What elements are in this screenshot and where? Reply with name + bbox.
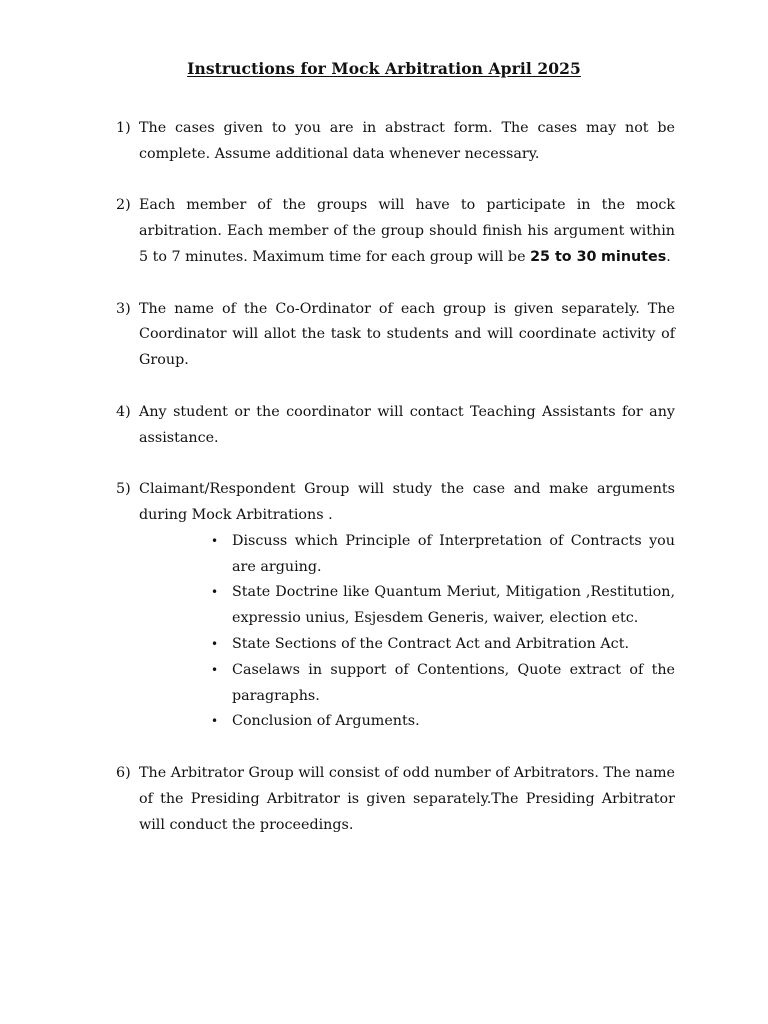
bullet-text: Conclusion of Arguments. — [232, 713, 420, 730]
bullet-item — [211, 580, 675, 632]
item-number: 4) — [116, 403, 131, 420]
item-text: The Arbitrator Group will consist of odd number of Arbitrators. The name of the Presiding Arbitrator is given separately.The Presiding Arbitrator will conduct the proceedings. — [139, 764, 675, 833]
instruction-item-1 — [112, 116, 675, 168]
item-text-end: . — [666, 248, 671, 265]
item-text: The name of the Co-Ordinator of each group is given separately. The Coordinator will allot the task to students and will coordinate activity of Group. — [139, 300, 675, 369]
bullet-item — [211, 529, 675, 581]
item-number: 3) — [116, 300, 131, 317]
instruction-item-6 — [112, 761, 675, 838]
max-time-value: 25 to 30 — [530, 248, 597, 265]
bullet-icon: • — [211, 662, 219, 677]
page-title: Instructions for Mock Arbitration April 2025 — [187, 59, 581, 78]
item-number: 2) — [116, 197, 131, 214]
bullet-text: State Doctrine like Quantum Meriut, Mitigation ,Restitution, expressio unius, Esjesdem Generis, waiver, election etc. — [232, 584, 675, 627]
item-number: 1) — [116, 120, 131, 136]
max-time-unit: minutes — [601, 248, 667, 265]
bullet-list — [211, 529, 675, 735]
bullet-item — [211, 658, 675, 710]
item-text-part: Each member of the groups will have to participate in the mock arbitration. Each member of the group should finish his argument within 5 to 7 minutes. Maximum time for each group will be — [139, 197, 675, 265]
bullet-icon: • — [211, 714, 219, 729]
item-number: 6) — [116, 764, 131, 781]
instruction-item-3 — [112, 297, 675, 374]
instruction-list — [112, 116, 675, 864]
bullet-text: Discuss which Principle of Interpretation of Contracts you are arguing. — [232, 532, 675, 575]
item-text: Claimant/Respondent Group will study the case and make arguments during Mock Arbitrations . — [139, 481, 675, 523]
bullet-text: Caselaws in support of Contentions, Quote extract of the paragraphs. — [232, 661, 675, 704]
instruction-item-2 — [112, 193, 675, 270]
item-number: 5) — [116, 481, 131, 498]
bullet-icon: • — [211, 636, 219, 651]
bullet-icon: • — [211, 585, 219, 600]
bullet-text: State Sections of the Contract Act and Arbitration Act. — [232, 635, 629, 652]
instruction-item-5 — [112, 477, 675, 735]
bullet-item — [211, 632, 675, 658]
bullet-item — [211, 709, 675, 735]
instruction-item-4 — [112, 400, 675, 452]
item-text: Any student or the coordinator will contact Teaching Assistants for any assistance. — [139, 403, 675, 446]
bullet-icon: • — [211, 533, 219, 548]
item-text — [139, 193, 675, 270]
item-text: The cases given to you are in abstract form. The cases may not be complete. Assume additional data whenever necessary. — [139, 120, 675, 162]
